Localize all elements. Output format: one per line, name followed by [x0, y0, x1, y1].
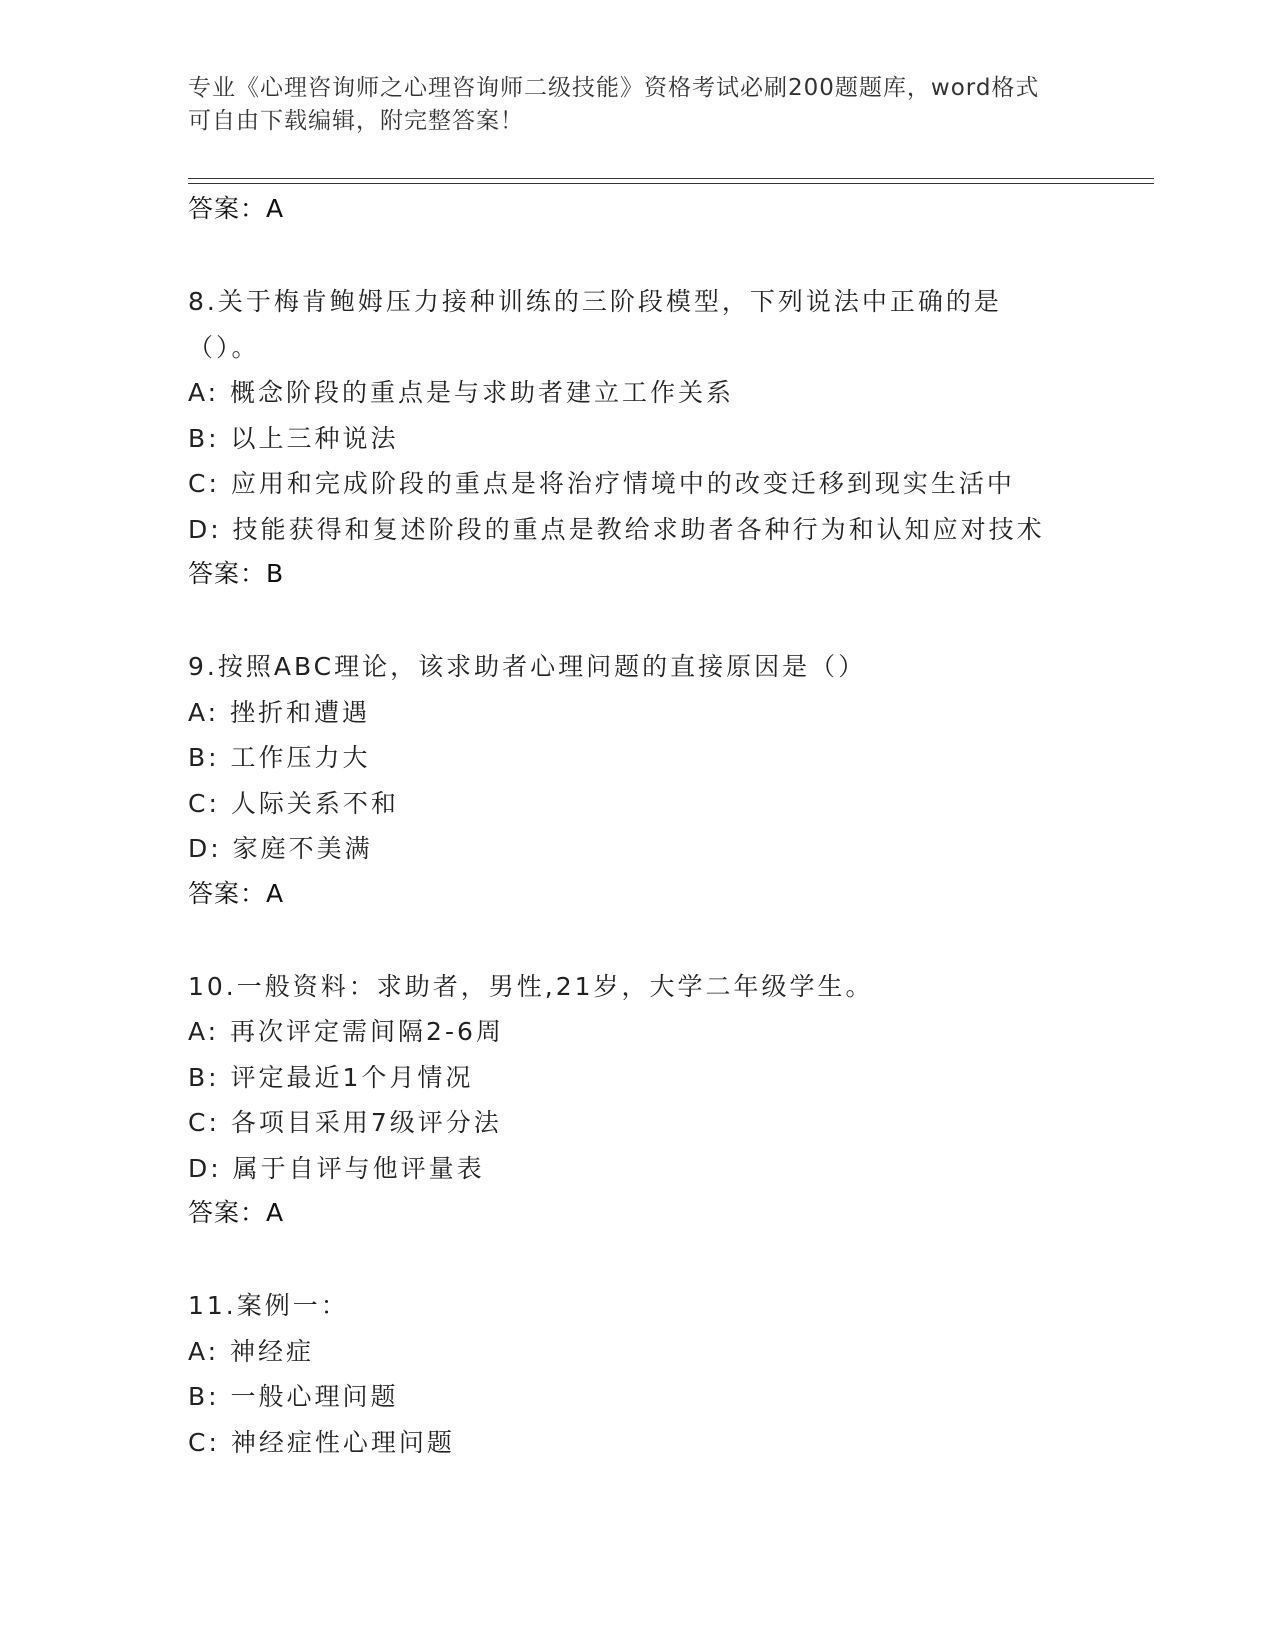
question-item: [188, 644, 1148, 916]
option-d: D: 属于自评与他评量表: [188, 1153, 485, 1183]
option-b: B: 工作压力大: [188, 743, 371, 772]
option-c: C: 人际关系不和: [188, 788, 399, 818]
header-rule-bottom: [188, 183, 1154, 184]
question-item: [188, 964, 1148, 1236]
option-c: C: 各项目采用7级评分法: [188, 1108, 502, 1137]
question-stem: 10.一般资料：求助者，男性,21岁，大学二年级学生。: [188, 971, 874, 1001]
answer-label: 答案：A: [188, 1198, 285, 1227]
option-a: A: 神经症: [188, 1336, 315, 1366]
header-rule-top: [188, 178, 1154, 179]
option-b: B: 评定最近1个月情况: [188, 1062, 474, 1092]
option-c: C: 神经症性心理问题: [188, 1427, 455, 1457]
option-c: C: 应用和完成阶段的重点是将治疗情境中的改变迁移到现实生活中: [188, 469, 1015, 498]
answer-label: 答案：A: [188, 194, 285, 223]
question-stem: 8.关于梅肯鲍姆压力接种训练的三阶段模型，下列说法中正确的是（）。: [188, 287, 1002, 362]
question-item: [188, 1283, 1148, 1465]
question-stem: 11.案例一：: [188, 1291, 349, 1320]
option-a: A: 再次评定需间隔2-6周: [188, 1017, 504, 1046]
answer-label: 答案：B: [188, 559, 285, 588]
option-d: D: 技能获得和复述阶段的重点是教给求助者各种行为和认知应对技术: [188, 514, 1045, 544]
question-stem: 9.按照ABC理论，该求助者心理问题的直接原因是（）: [188, 652, 867, 681]
option-a: A: 挫折和遭遇: [188, 697, 371, 727]
option-b: B: 一般心理问题: [188, 1382, 399, 1411]
question-item: [188, 279, 1148, 596]
option-b: B: 以上三种说法: [188, 423, 399, 453]
question-list: [188, 187, 1148, 1465]
answer-label: 答案：A: [188, 878, 285, 908]
header-line-1: 专业《心理咨询师之心理咨询师二级技能》资格考试必刷200题题库，word格式: [188, 75, 1040, 101]
option-d: D: 家庭不美满: [188, 834, 373, 863]
option-a: A: 概念阶段的重点是与求助者建立工作关系: [188, 378, 735, 407]
header-line-2: 可自由下载编辑，附完整答案！: [188, 108, 524, 134]
document-header: [188, 72, 1088, 138]
